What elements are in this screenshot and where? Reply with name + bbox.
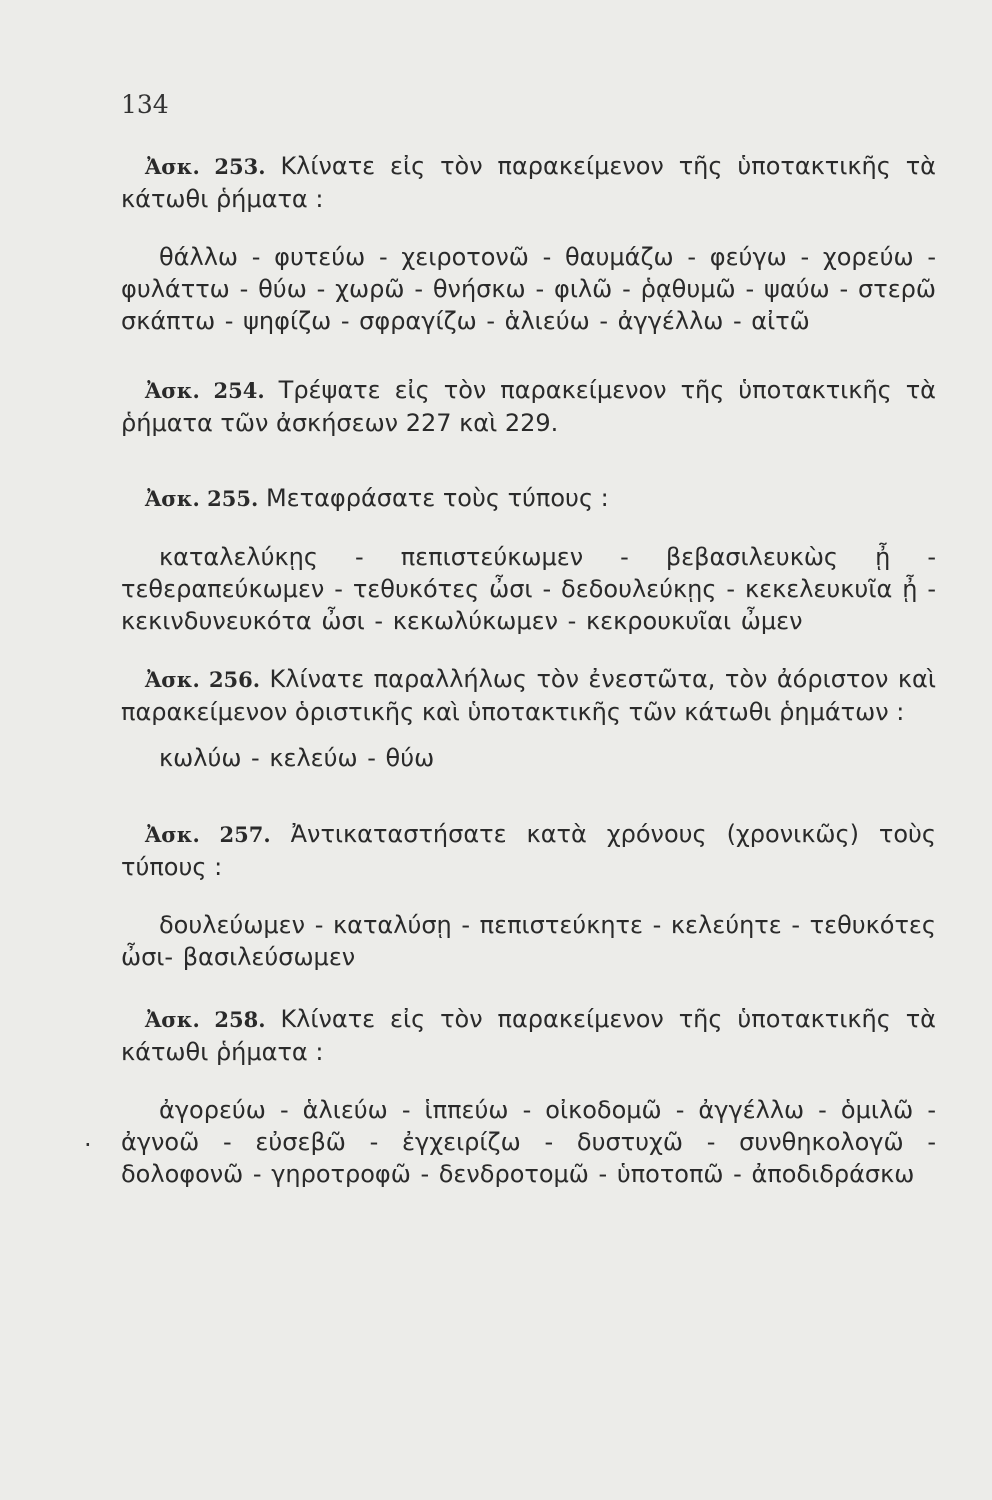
exercise-257 xyxy=(121,818,936,973)
exercise-instruction: Κλίνατε παραλλήλως τὸν ἐνεστῶτα, τὸν ἀόριστον καὶ παρακείμενον ὁριστικῆς καὶ ὑποτακτικῆς τῶν κάτωθι ῥημάτων : xyxy=(121,665,936,726)
exercise-instruction: Τρέψατε εἰς τὸν παρακείμενον τῆς ὑποτακτικῆς τὰ ῥήματα τῶν ἀσκήσεων 227 καὶ 229. xyxy=(121,376,936,437)
exercise-253 xyxy=(121,150,936,337)
exercise-heading xyxy=(121,818,936,883)
exercise-label: Ἀσκ. 256. xyxy=(145,667,261,692)
margin-dot: . xyxy=(84,1124,92,1152)
exercise-word-list: θάλλω - φυτεύω - χειροτονῶ - θαυμάζω - φεύγω - χορεύω - φυλάττω - θύω - χωρῶ - θνήσκω - φιλῶ - ῥᾳθυμῶ - ψαύω - στερῶ σκάπτω - ψηφίζω - σφραγίζω - ἁλιεύω - ἀγγέλλω - αἰτῶ xyxy=(121,243,936,335)
exercise-label: Ἀσκ. 257. xyxy=(145,822,271,847)
exercise-258 xyxy=(121,1003,936,1190)
exercise-word-list: κωλύω - κελεύω - θύω xyxy=(159,744,435,772)
exercise-word-list: δουλεύωμεν - καταλύσῃ - πεπιστεύκητε - κελεύητε - τεθυκότες ὦσι- βασιλεύσωμεν xyxy=(121,911,936,971)
exercise-heading xyxy=(121,663,936,728)
exercise-label: Ἀσκ. 253. xyxy=(145,154,266,179)
page-number: 134 xyxy=(121,90,169,119)
exercise-word-list: ἀγορεύω - ἁλιεύω - ἱππεύω - οἰκοδομῶ - ἀγγέλλω - ὁμιλῶ - ἀγνοῶ - εὐσεβῶ - ἐγχειρίζω - δυστυχῶ - συνθηκολογῶ - δολοφονῶ - γηροτροφῶ - δενδροτομῶ - ὑποτοπῶ - ἀποδιδράσκω xyxy=(121,1096,936,1188)
exercise-instruction: Μεταφράσατε τοὺς τύπους : xyxy=(265,484,609,512)
exercise-label: Ἀσκ. 254. xyxy=(145,378,265,403)
exercise-heading xyxy=(121,150,936,215)
exercise-label: Ἀσκ. 255. xyxy=(145,486,259,511)
exercise-heading xyxy=(121,1003,936,1068)
exercise-heading xyxy=(121,482,936,515)
exercise-label: Ἀσκ. 258. xyxy=(145,1007,266,1032)
exercise-256 xyxy=(121,663,936,774)
exercise-instruction: Κλίνατε εἰς τὸν παρακείμενον τῆς ὑποτακτικῆς τὰ κάτωθι ῥήματα : xyxy=(121,1005,936,1066)
exercise-heading xyxy=(121,374,936,439)
exercise-instruction: Κλίνατε εἰς τὸν παρακείμενον τῆς ὑποτακτικῆς τὰ κάτωθι ῥήματα : xyxy=(121,152,936,213)
exercise-word-list: καταλελύκῃς - πεπιστεύκωμεν - βεβασιλευκὼς ᾖ - τεθεραπεύκωμεν - τεθυκότες ὦσι - δεδουλεύκῃς - κεκελευκυῖα ᾖ - κεκινδυνευκότα ὦσι - κεκωλύκωμεν - κεκρουκυῖαι ὦμεν xyxy=(121,543,936,635)
exercise-254 xyxy=(121,374,936,439)
exercise-255 xyxy=(121,482,936,637)
exercise-instruction: Ἀντικαταστήσατε κατὰ χρόνους (χρονικῶς) τοὺς τύπους : xyxy=(121,820,937,881)
